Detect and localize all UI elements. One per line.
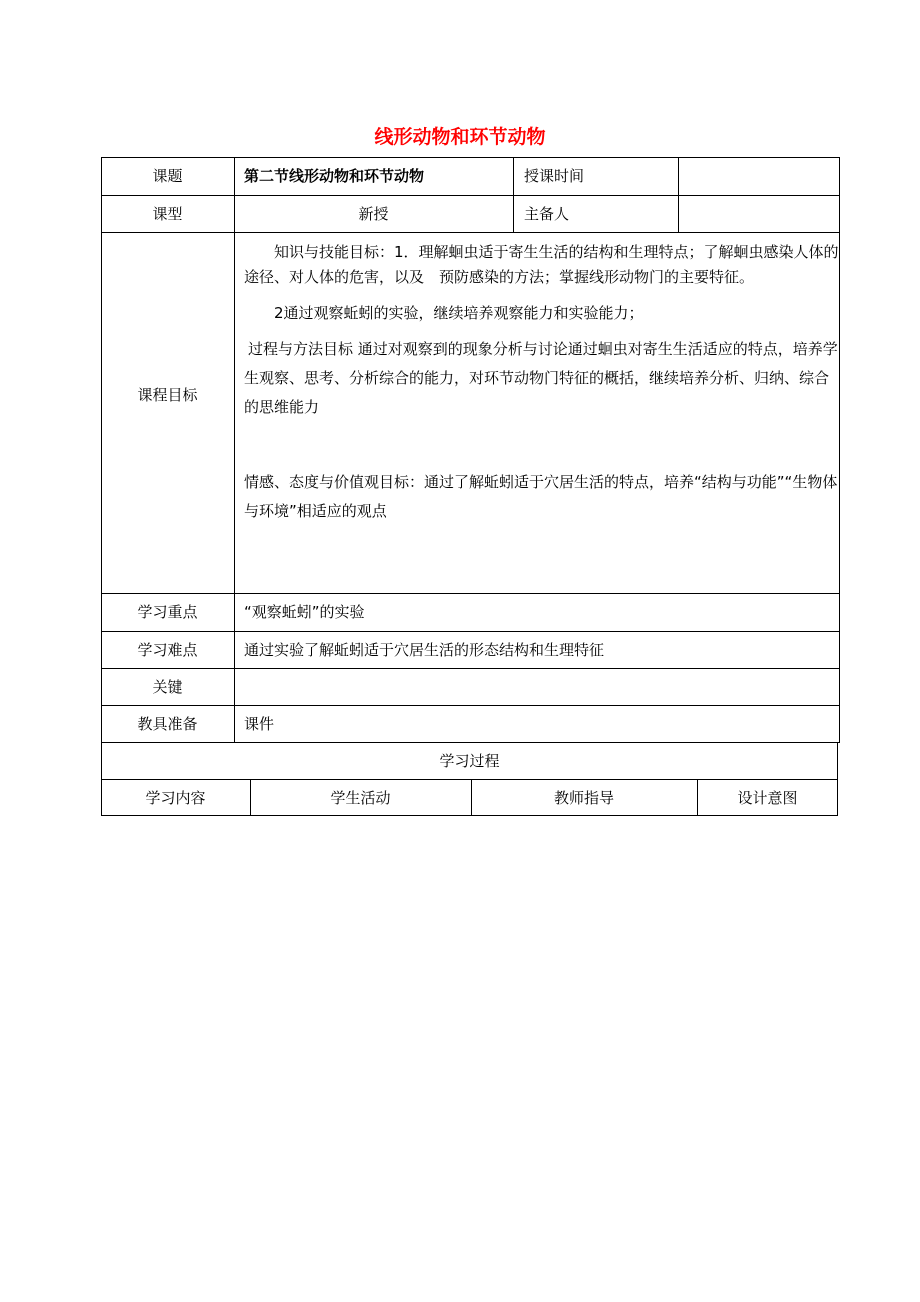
col-teacher-guidance: 教师指导 xyxy=(553,789,614,807)
objectives-label: 课程目标 xyxy=(137,386,198,404)
row-divider xyxy=(101,668,840,669)
materials-value: 课件 xyxy=(244,715,275,733)
type-label: 课型 xyxy=(152,205,183,223)
col-student-activity: 学生活动 xyxy=(330,789,391,807)
topic-value: 第二节线形动物和环节动物 xyxy=(244,167,425,185)
difficulty-label: 学习难点 xyxy=(137,641,198,659)
col-divider xyxy=(513,157,514,232)
emotion-objective: 情感、态度与价值观目标：通过了解蚯蚓适于穴居生活的特点，培养“结构与功能”“生物体与环境”相适应的观点 xyxy=(244,473,838,520)
row-divider xyxy=(101,195,840,196)
col-divider xyxy=(234,157,235,743)
row-divider xyxy=(101,779,838,780)
difficulty-value: 通过实验了解蚯蚓适于穴居生活的形态结构和生理特征 xyxy=(244,641,605,659)
row-divider xyxy=(101,232,840,233)
type-value: 新授 xyxy=(358,205,389,223)
process-objective: 过程与方法目标 通过对观察到的现象分析与讨论通过蛔虫对寄生生活适应的特点，培养学生观察、思考、分析综合的能力，对环节动物门特征的概括，继续培养分析、归纳、综合的思维能力 xyxy=(244,340,838,416)
experiment-objective: 2通过观察蚯蚓的实验，继续培养观察能力和实验能力； xyxy=(274,304,644,322)
row-divider xyxy=(101,631,840,632)
preparer-label: 主备人 xyxy=(524,205,570,223)
col-learning-content: 学习内容 xyxy=(145,789,206,807)
col-divider xyxy=(678,157,679,232)
materials-label: 教具准备 xyxy=(137,715,198,733)
key-label: 关键 xyxy=(152,678,183,696)
row-divider xyxy=(101,705,840,706)
topic-label: 课题 xyxy=(152,167,183,185)
page-title: 线形动物和环节动物 xyxy=(374,126,546,148)
focus-label: 学习重点 xyxy=(137,603,198,621)
col-design-intent: 设计意图 xyxy=(737,789,798,807)
focus-value: “观察蚯蚓”的实验 xyxy=(244,603,365,621)
row-divider xyxy=(101,593,840,594)
process-header: 学习过程 xyxy=(439,752,500,770)
time-label: 授课时间 xyxy=(524,167,585,185)
knowledge-objective: 知识与技能目标：1．理解蛔虫适于寄生生活的结构和生理特点；了解蛔虫感染人体的途径、对人体的危害，以及 预防感染的方法；掌握线形动物门的主要特征。 xyxy=(244,243,839,286)
objectives-text xyxy=(244,240,840,526)
